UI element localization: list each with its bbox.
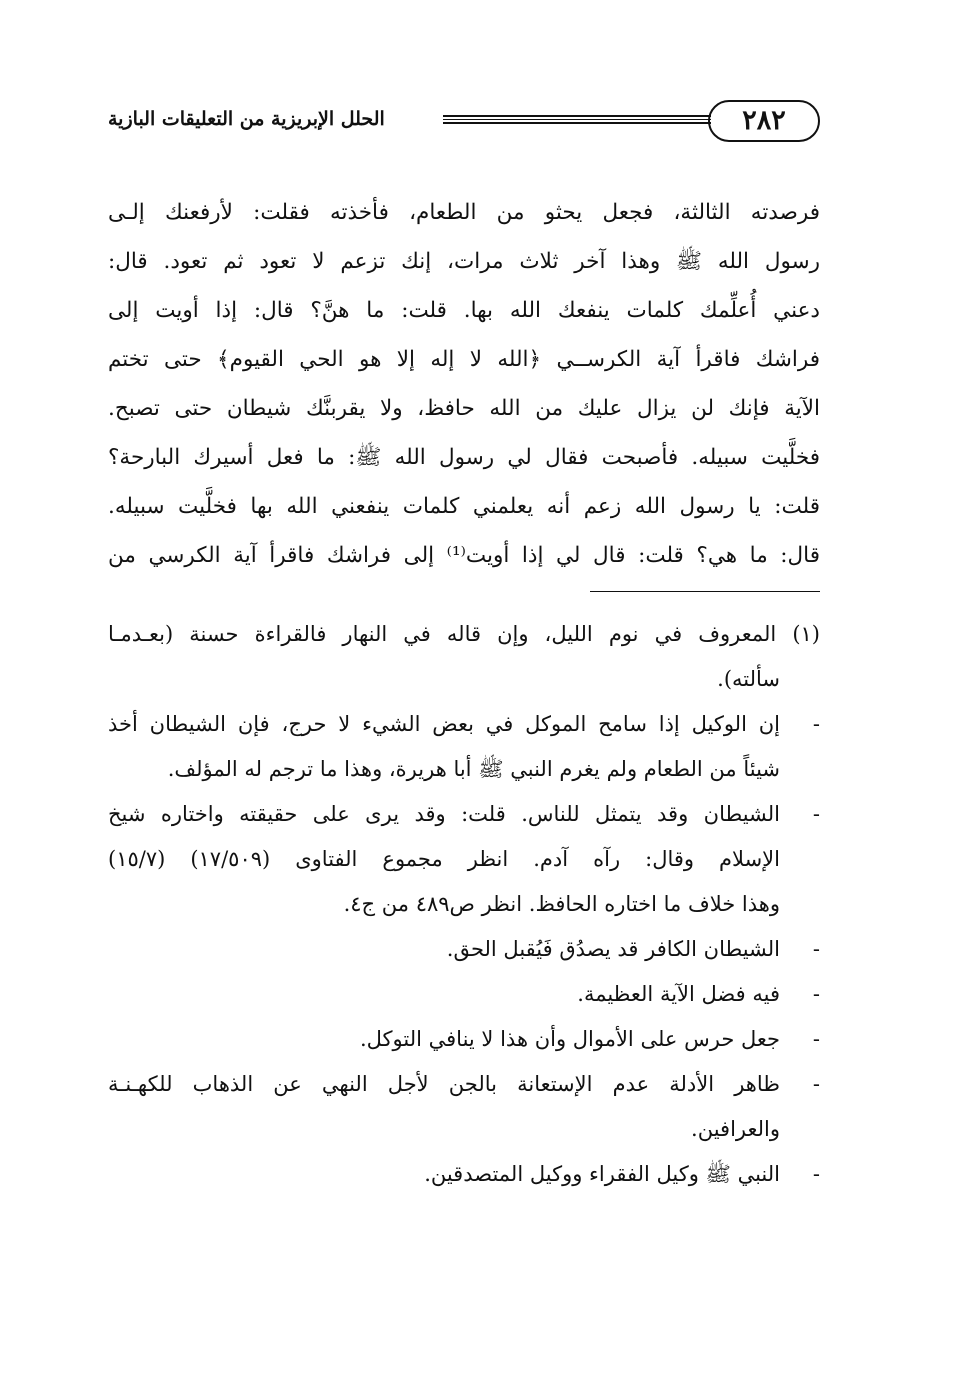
footnote-marker: (١) bbox=[792, 622, 820, 646]
list-item-line: الإسلام وقال: رآه آدم. انظر مجموع الفتاوى (١٧/٥٠٩) (١٥/٧) bbox=[108, 847, 780, 871]
main-text-line: الآية فإنك لن يزال عليك من الله حافظ، ولا يقربنَّك شيطان حتى تصبح. bbox=[108, 396, 820, 421]
footnote-separator bbox=[590, 591, 820, 592]
list-item-line: ظاهر الأدلة عدم الإستعانة بالجن لأجل النهي عن الذهاب للكهـنـة bbox=[108, 1072, 780, 1096]
list-dash: - bbox=[812, 1072, 820, 1096]
list-item bbox=[108, 1017, 820, 1062]
list-dash: - bbox=[812, 1027, 820, 1051]
list-item-line: شيئاً من الطعام ولم يغرم النبي ﷺ أبا هريرة، وهذا ما ترجم له المؤلف. bbox=[167, 757, 780, 781]
page-header bbox=[108, 100, 820, 148]
header-rule bbox=[443, 115, 711, 124]
footnote-text: المعروف في نوم الليل، وإن قاله في النهار فالقراءة حسنة (بعـدمـا bbox=[108, 622, 777, 646]
main-text bbox=[108, 188, 820, 580]
list-item bbox=[108, 972, 820, 1017]
main-text-line: رسول الله ﷺ وهذا آخر ثلاث مرات، إنك تزعم لا تعود ثم تعود. قال: bbox=[108, 249, 820, 274]
footnotes bbox=[108, 612, 820, 1197]
running-title: الحلل الإبريزية من التعليقات البازية bbox=[108, 108, 385, 130]
main-text-line: دعني أُعلِّمك كلمات ينفعك الله بها. قلت: ما هنَّ؟ قال: إذا أويت إلى bbox=[108, 298, 820, 323]
list-item-line: إن الوكيل إذا سامح الموكل في بعض الشيء لا حرج، فإن الشيطان أخذ bbox=[108, 712, 780, 736]
list-item bbox=[108, 792, 820, 927]
footnote-line bbox=[108, 612, 820, 657]
list-dash: - bbox=[812, 937, 820, 961]
list-item bbox=[108, 1062, 820, 1152]
list-item bbox=[108, 702, 820, 792]
main-text-line: فرصدته الثالثة، فجعل يحثو من الطعام، فأخذته فقلت: لأرفعنك إلـى bbox=[108, 200, 820, 225]
list-item-line: جعل حرس على الأموال وأن هذا لا ينافي التوكل. bbox=[359, 1027, 780, 1051]
list-dash: - bbox=[812, 982, 820, 1006]
list-item-line: فيه فضل الآية العظيمة. bbox=[577, 982, 780, 1006]
list-item-line: الشيطان الكافر قد يصدُق فَيُقبل الحق. bbox=[446, 937, 780, 961]
main-text-line: قلت: يا رسول الله زعم أنه يعلمني كلمات ينفعني الله بها فخلَّيت سبيله. bbox=[108, 494, 820, 519]
list-item-line: وهذا خلاف ما اختاره الحافظ. انظر ص٤٨٩ من ج٤. bbox=[343, 892, 780, 916]
list-item-line: والعرافين. bbox=[691, 1117, 780, 1141]
main-text-line: فخلَّيت سبيله. فأصبحت فقال لي رسول الله ﷺ: ما فعل أسيرك البارحة؟ bbox=[108, 445, 820, 470]
main-text-line: فراشك فاقرأ آية الكرســي ﴿الله لا إله إلا هو الحي القيوم﴾ حتى تختم bbox=[108, 347, 820, 372]
list-dash: - bbox=[812, 802, 820, 826]
list-item-line: النبي ﷺ وكيل الفقراء ووكيل المتصدقين. bbox=[424, 1162, 780, 1186]
list-dash: - bbox=[812, 1162, 820, 1186]
footnote-line: سألته). bbox=[717, 667, 780, 691]
page-number: ٢٨٢ bbox=[708, 100, 820, 142]
list-item bbox=[108, 927, 820, 972]
list-item bbox=[108, 1152, 820, 1197]
main-text-line: قال: ما هي؟ قلت: قال لي إذا أويت⁽¹⁾ إلى فراشك فاقرأ آية الكرسي من bbox=[108, 543, 820, 568]
list-dash: - bbox=[812, 712, 820, 736]
footnote-1 bbox=[108, 612, 820, 702]
list-item-line: الشيطان وقد يتمثل للناس. قلت: وقد يرى على حقيقته واختاره شيخ bbox=[108, 802, 780, 826]
